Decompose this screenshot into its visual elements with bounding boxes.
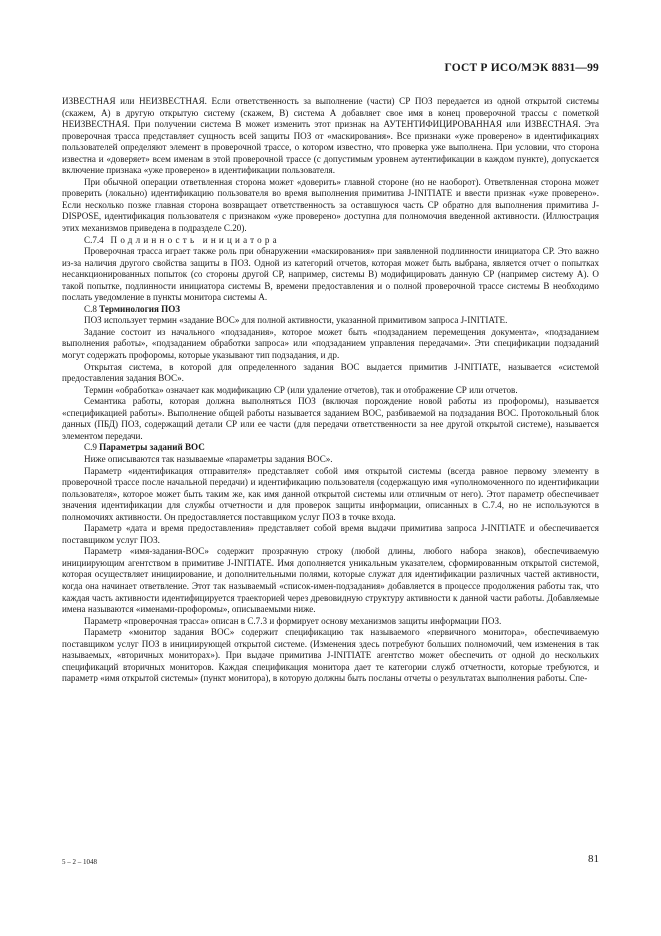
paragraph: Ниже описываются так называемые «параметры задания ВОС». <box>84 453 333 464</box>
section-heading <box>62 442 599 454</box>
section-title: Параметры заданий ВОС <box>99 442 205 453</box>
page-number: 81 <box>588 853 599 865</box>
subsection-number: С.7.4 <box>84 234 104 245</box>
paragraph: Задание состоит из начального «подзадания», которое может быть «подзаданием перемещения документа», «подзаданием выполнения работы», «подзаданием обработки запроса» или «подзаданием управления передачами». Эти спецификации подзаданий могут содержать профоромы, которые указывают тип подзадания, и др. <box>62 326 599 361</box>
section-title: Терминология ПОЗ <box>99 303 181 314</box>
paragraph: Параметр «проверочная трасса» описан в С.7.3 и формирует основу механизмов защиты информации ПОЗ. <box>84 615 502 626</box>
paragraph: Параметр «монитор задания ВОС» содержит спецификацию так называемого «первичного монитора», обеспечиваемую поставщиком услуг ПОЗ в инициирующей открытой системе. (Изменения здесь потребуют больших полномочий, чем изменения в так называемых, «вторичных мониторах»). При выдаче примитива J-INITIATE агентство может обеспечить от одной до нескольких спецификаций вторичных мониторов. Каждая спецификация монитора дает те категории служб отчетности, которые требуются, и параметр «имя открытой системы» (пункт монитора), в которую должны быть посланы отчеты о результатах выполнения работы. Спе- <box>62 627 599 684</box>
paragraph: Открытая система, в которой для определенного задания ВОС выдается примитив J-INITIATE, называется «системой предоставления задания ВОС». <box>62 361 599 384</box>
paragraph: Параметр «имя-задания-ВОС» содержит прозрачную строку (любой длины, любого набора знаков), обеспечиваемую инициирующим агентством в примитиве J-INITIATE. Имя дополняется уникальным указателем, сформированным открытой системой, которая осуществляет инициирование, и дополнительными полями, которые служат для идентификации различных частей активности, когда она начинает ответвление. Этот так называемый «список-имен-подзадания» добавляется в процессе продолжения работы так, что каждая часть активности идентифицируется траекторией через древовидную структуру активности к данной части работы. Добавляемые имена называются «именами-профоромы», описываемыми ниже. <box>62 546 599 615</box>
paragraph: Параметр «дата и время предоставления» представляет собой время выдачи примитива запроса J-INITIATE и обеспечивается поставщиком услуг ПОЗ. <box>62 523 599 545</box>
subsection-title: Подлинность инициатора <box>110 234 280 245</box>
paragraph: Термин «обработка» означает как модификацию СР (или удаление отчетов), так и отображение СР или отчетов. <box>84 384 518 395</box>
paragraph: Проверочная трасса играет также роль при обнаружении «маскирования» при заявленной подлинности инициатора СР. Это важно из-за наличия другого свойства защиты в ПОЗ. Одной из категорий отчетов, которая может быть выбрана, является отчет о попытках несанкционированных попыток (со стороны другой СР, например, системы В) модифицировать данную СР (например систему А). О такой попытке, подлинности инициатора системы В, времени предоставления и о полной проверочной трассе системы В необходимо послать уведомление в пункты монитора системы А. <box>62 246 599 303</box>
section-heading <box>62 304 599 316</box>
paragraph: При обычной операции ответвленная сторона может «доверить» главной стороне (но не наоборот). Ответвленная сторона может проверить (локально) идентификацию пользователя во время выполнения примитива J-INITIATE и ввести признак «уже проверено». Если несколько позже главная сторона возвращает ответственность за оставшуюся часть СР обратно для выполнения примитива J-DISPOSE, идентификация пользователя с признаком «уже проверено» доступна для полномочия введенной активности. (Иллюстрация этих механизмов приведена в подразделе С.20). <box>62 176 599 234</box>
paragraph: Семантика работы, которая должна выполняться ПОЗ (включая порождение новой работы из профоромы), называется «спецификацией работы». Выполнение общей работы называется заданием ВОС, разбиваемой на подзадания ВОС. Протокольный блок данных (ПБД) ПОЗ, содержащий детали СР или ее части (для передачи ответственности за нее другой открытой системе), называется элементом передачи. <box>62 396 599 441</box>
section-number: С.8 <box>84 303 97 314</box>
section-number: С.9 <box>84 442 97 453</box>
document-body <box>62 96 599 685</box>
paragraph: ПОЗ использует термин «задание ВОС» для полной активности, указанной примитивом запроса J-INITIATE. <box>84 315 508 326</box>
page-header: ГОСТ Р ИСО/МЭК 8831—99 <box>444 62 599 74</box>
paragraph: Параметр «идентификация отправителя» представляет собой имя открытой системы (всегда равное первому элементу в проверочной трассе после начальной передачи) и идентификацию пользователя (содержащую имя «уполномоченного по идентификации пользователя», которое может быть таким же, как имя данной открытой системы или отличным от него). Этот параметр обеспечивает значения идентификации для службы отчетности и для проверок защиты информации, описанных в С.7.4, но не используются в полномочиях активности. Он предоставляется поставщиком услуг ПОЗ в точке входа. <box>62 465 599 522</box>
subsection-heading <box>62 235 599 247</box>
paragraph: ИЗВЕСТНАЯ или НЕИЗВЕСТНАЯ. Если ответственность за выполнение (части) СР ПОЗ передается из одной открытой системы (скажем, А) в другую открытую систему (скажем, В) система А добавляет свое имя в конец проверочной трассы с пометкой НЕИЗВЕСТНАЯ. При получении система В может изменить этот признак на АУТЕНТИФИЦИРОВАННАЯ или ИЗВЕСТНАЯ. Эта проверочная трасса представляет сущность всей защиты ПОЗ от «маскирования». Все признаки «уже проверено» в идентификациях пользователей определяют элемент в проверочной трассе, о котором известно, что проверка уже выполнена. При условии, что сторона известна и «доверяет» всем именам в этой проверочной трассе (с допустимым уровнем аутентификации в каждом пункте), допускается включение признака «уже проверено» в идентификации пользователя. <box>62 96 599 176</box>
footer-print-code: 5 – 2 – 1048 <box>62 858 97 866</box>
